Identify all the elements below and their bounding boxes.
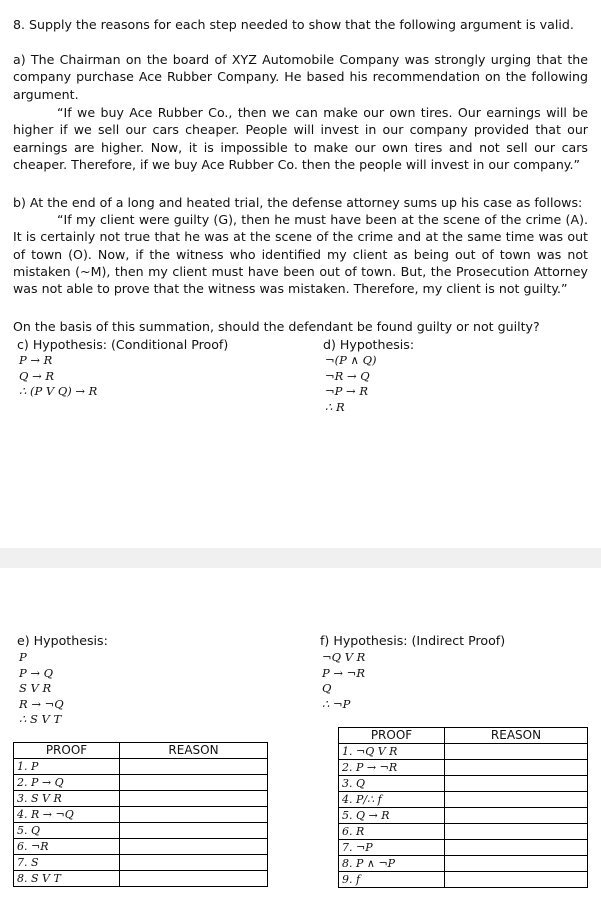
reason-cell[interactable] (445, 856, 588, 872)
table-row (339, 760, 588, 776)
part-f-heading: f) Hypothesis: (Indirect Proof) (320, 633, 506, 648)
proof-step: 8. P ∧ ¬P (339, 856, 445, 872)
part-c-conclusion: ∴ (P V Q) → R (19, 384, 98, 399)
proof-step: 5. Q (14, 823, 120, 839)
reason-cell[interactable] (445, 840, 588, 856)
proof-step: 5. Q → R (339, 808, 445, 824)
table-row (339, 840, 588, 856)
part-d-hypotheses (325, 353, 377, 415)
part-f-conclusion: ∴ ¬P (322, 696, 351, 711)
proof-step: 9. f (339, 872, 445, 888)
table-row (339, 808, 588, 824)
reason-cell[interactable] (120, 791, 268, 807)
table-row (14, 791, 268, 807)
table-row (14, 807, 268, 823)
proof-step: 3. Q (339, 776, 445, 792)
part-d-line: ¬(P ∧ Q) (325, 353, 377, 367)
table-row (339, 856, 588, 872)
table-row (339, 776, 588, 792)
table-row (14, 839, 268, 855)
part-c-heading: c) Hypothesis: (Conditional Proof) (17, 337, 229, 352)
table-row (14, 823, 268, 839)
reason-cell[interactable] (445, 824, 588, 840)
part-e-heading: e) Hypothesis: (17, 633, 108, 648)
part-b-quote: “If my client were guilty (G), then he must have been at the scene of the crime (A). It is certainly not true that he was at the scene of the crime and at the same time was out of town (O). Now, if the witness who identified my client as being out of town was not mistaken (~M), then my client must have been out of town. But, the Prosecution Attorney was not able to prove that the witness was mistaken. Therefore, my client is not guilty.” (13, 212, 588, 297)
reason-cell[interactable] (120, 839, 268, 855)
part-c-line: Q → R (19, 368, 55, 383)
table-row (339, 744, 588, 760)
part-e-proof-table (13, 742, 268, 887)
reason-cell[interactable] (445, 760, 588, 776)
proof-header: PROOF (339, 728, 445, 744)
part-e-line: P → Q (19, 665, 54, 680)
part-f-proof-table (338, 727, 588, 888)
part-e-line: P (19, 650, 27, 664)
part-d-line: ¬P → R (325, 384, 368, 399)
page-2 (0, 568, 601, 903)
table-row (14, 775, 268, 791)
reason-header: REASON (120, 743, 268, 759)
part-f-line: P → ¬R (322, 665, 365, 680)
reason-cell[interactable] (445, 776, 588, 792)
part-e-hypotheses (19, 650, 64, 728)
part-d-heading: d) Hypothesis: (323, 337, 415, 352)
reason-cell[interactable] (120, 871, 268, 887)
reason-cell[interactable] (120, 807, 268, 823)
part-d-conclusion: ∴ R (325, 399, 345, 414)
proof-step: 2. P → ¬R (339, 760, 445, 776)
table-row (14, 759, 268, 775)
proof-step: 3. S V R (14, 791, 120, 807)
proof-step: 7. S (14, 855, 120, 871)
proof-step: 6. ¬R (14, 839, 120, 855)
part-e-conclusion: ∴ S V T (19, 712, 62, 727)
part-d-line: ¬R → Q (325, 368, 370, 383)
part-f-line: ¬Q V R (322, 650, 366, 664)
proof-step: 6. R (339, 824, 445, 840)
part-e-line: S V R (19, 681, 52, 696)
proof-step: 4. P/∴ f (339, 792, 445, 808)
part-e-line: R → ¬Q (19, 696, 64, 711)
table-row (339, 792, 588, 808)
reason-cell[interactable] (445, 792, 588, 808)
part-f-line: Q (322, 681, 332, 696)
page-separator (0, 548, 601, 568)
table-header-row (339, 728, 588, 744)
table-header-row (14, 743, 268, 759)
reason-cell[interactable] (445, 872, 588, 888)
reason-cell[interactable] (120, 823, 268, 839)
reason-cell[interactable] (445, 808, 588, 824)
part-a-intro: a) The Chairman on the board of XYZ Automobile Company was strongly urging that the company purchase Ace Rubber Company. He based his recommendation on the following argument. (13, 52, 588, 102)
question-title: 8. Supply the reasons for each step needed to show that the following argument is valid. (13, 17, 574, 32)
proof-step: 1. P (14, 759, 120, 775)
proof-step: 2. P → Q (14, 775, 120, 791)
proof-step: 1. ¬Q V R (339, 744, 445, 760)
reason-cell[interactable] (120, 759, 268, 775)
part-b-question: On the basis of this summation, should the defendant be found guilty or not guilty? (13, 319, 540, 334)
part-c-hypotheses (19, 353, 97, 400)
part-f-hypotheses (322, 650, 365, 712)
part-a-quote: “If we buy Ace Rubber Co., then we can make our own tires. Our earnings will be higher if we sell our cars cheaper. People will invest in our company provided that our earnings are higher. Now, it is impossible to make our own tires and not sell our cars cheaper. Therefore, if we buy Ace Rubber Co. then the people will invest in our company.” (13, 105, 588, 172)
proof-step: 7. ¬P (339, 840, 445, 856)
reason-cell[interactable] (445, 744, 588, 760)
part-c-line: P → R (19, 353, 53, 367)
reason-header: REASON (445, 728, 588, 744)
reason-cell[interactable] (120, 775, 268, 791)
table-row (14, 855, 268, 871)
proof-header: PROOF (14, 743, 120, 759)
proof-step: 8. S V T (14, 871, 120, 887)
reason-cell[interactable] (120, 855, 268, 871)
table-row (339, 872, 588, 888)
table-row (14, 871, 268, 887)
proof-step: 4. R → ¬Q (14, 807, 120, 823)
table-row (339, 824, 588, 840)
part-b-intro: b) At the end of a long and heated trial, the defense attorney sums up his case as follows: (13, 195, 583, 210)
